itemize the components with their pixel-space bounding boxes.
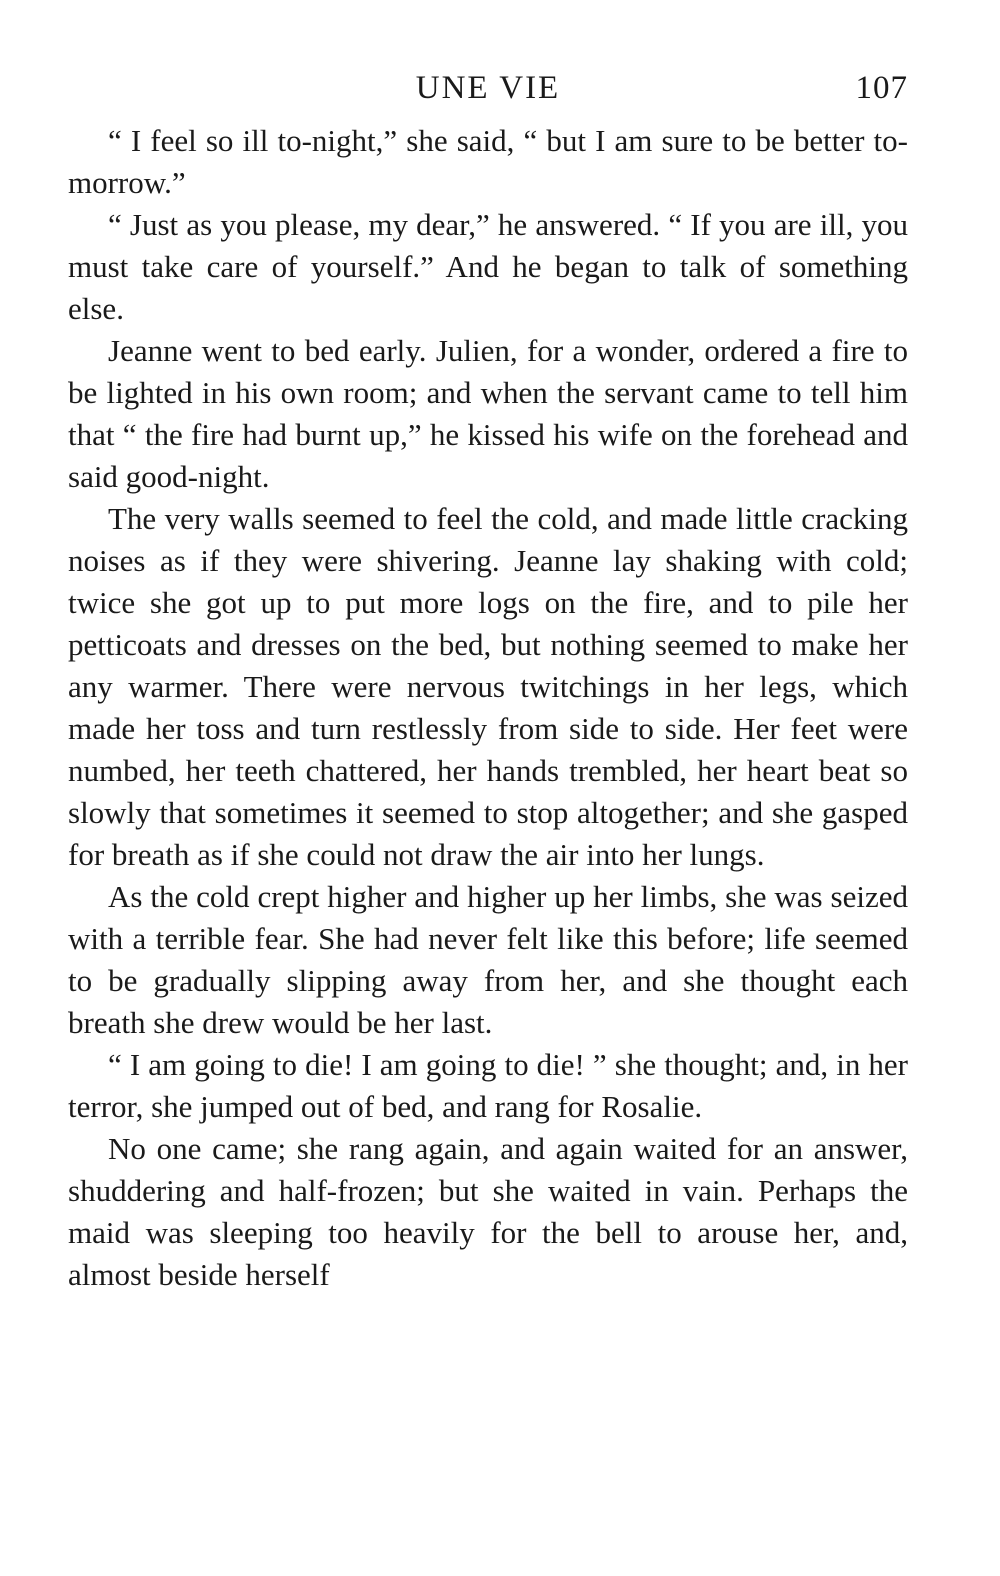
paragraph: “ Just as you please, my dear,” he answered. “ If you are ill, you must take care of yourself.” And he began to talk of something else.	[68, 207, 908, 326]
page-number: 107	[855, 70, 908, 106]
paragraph: No one came; she rang again, and again waited for an answer, shuddering and half-frozen; but she waited in vain. Perhaps the maid was sleeping too heavily for the bell to arouse her, and, almost beside herself	[68, 1131, 908, 1292]
paragraph: Jeanne went to bed early. Julien, for a wonder, ordered a fire to be lighted in his own room; and when the servant came to tell him that “ the fire had burnt up,” he kissed his wife on the forehead and said good-night.	[68, 333, 908, 494]
paragraph: As the cold crept higher and higher up her limbs, she was seized with a terrible fear. She had never felt like this before; life seemed to be gradually slipping away from her, and she thought each breath she drew would be her last.	[68, 879, 908, 1040]
paragraph: The very walls seemed to feel the cold, and made little cracking noises as if they were shivering. Jeanne lay shaking with cold; twice she got up to put more logs on the fire, and to pile her petticoats and dresses on the bed, but nothing seemed to make her any warmer. There were nervous twitchings in her legs, which made her toss and turn restlessly from side to side. Her feet were numbed, her teeth chattered, her hands trembled, her heart beat so slowly that sometimes it seemed to stop altogether; and she gasped for breath as if she could not draw the air into her lungs.	[68, 501, 908, 872]
running-header	[68, 64, 908, 120]
paragraph: “ I am going to die! I am going to die! ” she thought; and, in her terror, she jumped out of bed, and rang for Rosalie.	[68, 1047, 908, 1124]
running-title: UNE VIE	[415, 70, 561, 106]
paragraph: “ I feel so ill to-night,” she said, “ but I am sure to be better to-morrow.”	[68, 123, 908, 200]
book-page	[68, 64, 908, 1296]
body-text	[68, 120, 908, 1296]
